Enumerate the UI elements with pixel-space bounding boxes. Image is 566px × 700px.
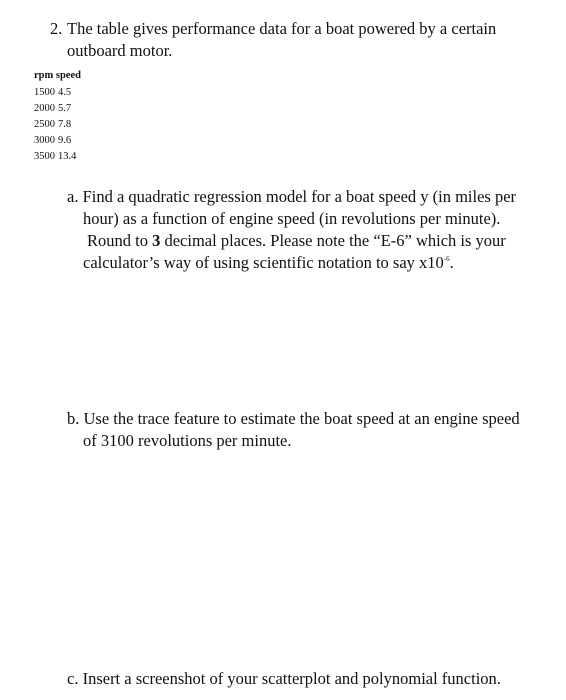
- table-cell-rpm: 3000: [34, 135, 55, 146]
- table-cell-rpm: 2500: [34, 119, 55, 130]
- part-a: [67, 186, 547, 274]
- table-row: [34, 149, 81, 165]
- question-line-1: [50, 18, 520, 40]
- part-b-label: b.: [67, 409, 80, 428]
- question-text-1: The table gives performance data for a boat powered by a certain: [67, 19, 497, 38]
- table-row: [34, 85, 81, 101]
- table-row: [34, 117, 81, 133]
- question-line-2: outboard motor.: [67, 41, 173, 60]
- part-a-decimal-count: 3: [152, 231, 161, 250]
- table-cell-speed: 9.6: [58, 135, 72, 146]
- table-row: [34, 133, 81, 149]
- table-cell-rpm: 1500: [34, 87, 55, 98]
- question-number: 2.: [50, 19, 63, 38]
- part-b-line-1: [67, 408, 547, 430]
- part-c: [67, 668, 547, 690]
- table-cell-rpm: 3500: [34, 151, 55, 162]
- part-a-line-1: [67, 186, 547, 208]
- part-a-exponent: -6: [443, 255, 450, 263]
- table-cell-speed: 7.8: [58, 119, 72, 130]
- table-row: [34, 101, 81, 117]
- part-a-line-3: [67, 230, 547, 252]
- part-a-text-3a: Round to: [87, 231, 153, 250]
- part-a-text-3b: decimal places. Please note the “E-6” which is your: [160, 231, 506, 250]
- table-cell-speed: 4.5: [58, 87, 72, 98]
- table-cell-speed: 13.4: [58, 151, 77, 162]
- part-a-text-4a: calculator’s way of using scientific notation to say x10: [83, 253, 444, 272]
- part-c-label: c.: [67, 669, 79, 688]
- part-a-text-1: Find a quadratic regression model for a boat speed y (in miles per: [82, 187, 517, 206]
- data-table: [34, 68, 81, 165]
- question-prompt: [50, 18, 520, 62]
- table-header: [34, 68, 81, 84]
- table-header-rpm: rpm: [34, 70, 54, 81]
- table-cell-speed: 5.7: [58, 103, 72, 114]
- part-b: [67, 408, 547, 452]
- part-b-line-2: of 3100 revolutions per minute.: [83, 431, 292, 450]
- part-a-line-2: hour) as a function of engine speed (in revolutions per minute).: [83, 209, 501, 228]
- part-c-text-1: Insert a screenshot of your scatterplot and polynomial function.: [82, 669, 501, 688]
- part-a-text-4b: .: [449, 253, 454, 272]
- part-a-line-4: [67, 252, 547, 274]
- table-header-speed: speed: [55, 70, 81, 81]
- part-c-line-1: [67, 668, 547, 690]
- table-cell-rpm: 2000: [34, 103, 55, 114]
- part-b-text-1: Use the trace feature to estimate the boat speed at an engine speed: [83, 409, 520, 428]
- part-a-label: a.: [67, 187, 79, 206]
